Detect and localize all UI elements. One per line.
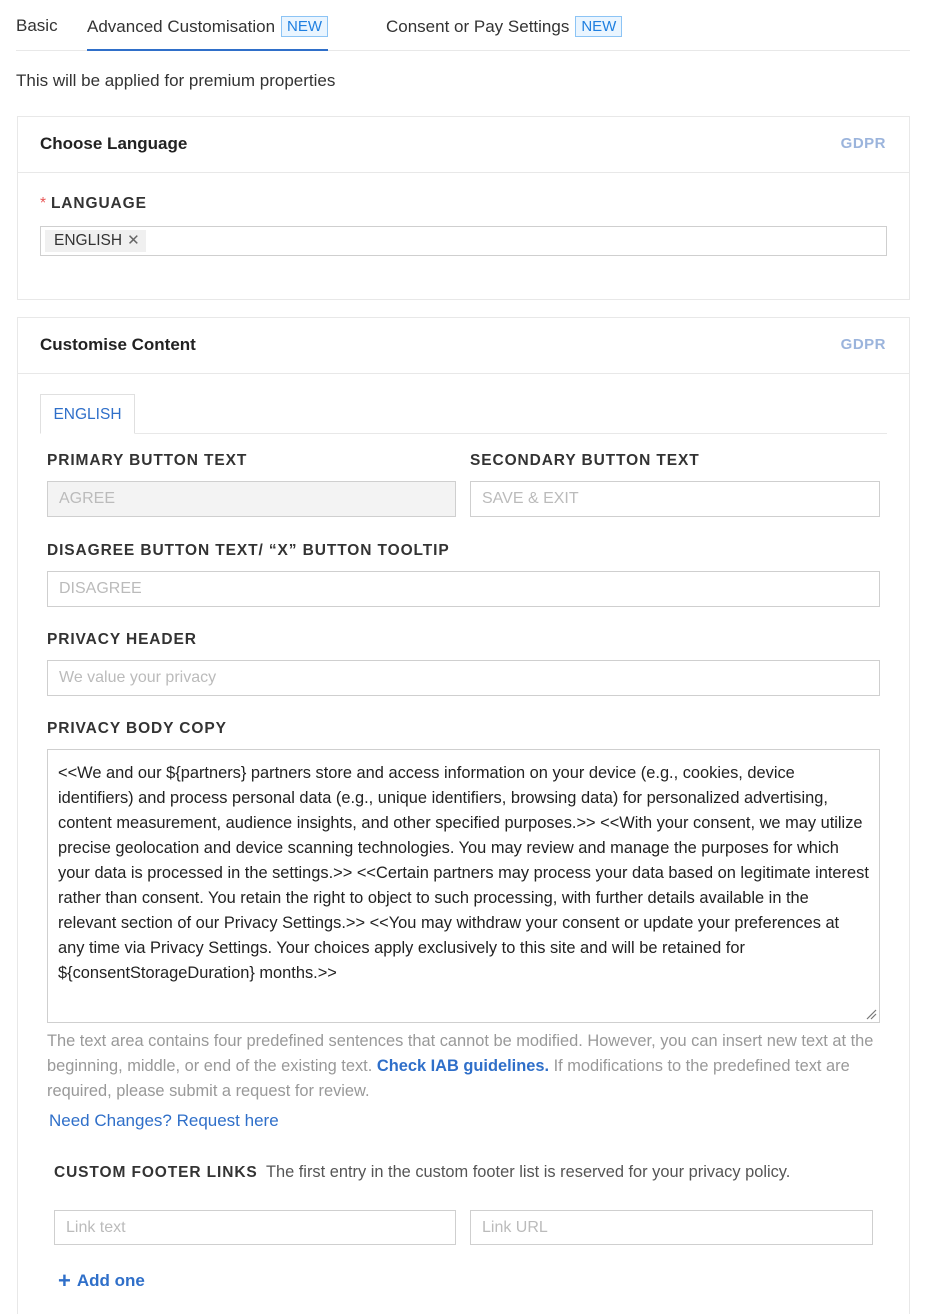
new-badge: NEW bbox=[575, 16, 622, 37]
footer-links-note: The first entry in the custom footer list is reserved for your privacy policy. bbox=[265, 1163, 791, 1181]
secondary-button-label: SECONDARY BUTTON TEXT bbox=[470, 452, 700, 469]
tab-english[interactable]: ENGLISH bbox=[40, 394, 135, 434]
help-text bbox=[47, 1029, 887, 1104]
primary-button-label: PRIMARY BUTTON TEXT bbox=[47, 452, 248, 469]
tab-advanced-label: Advanced Customisation bbox=[87, 17, 276, 36]
privacy-header-input[interactable]: We value your privacy bbox=[47, 660, 880, 696]
language-label-text: LANGUAGE bbox=[50, 195, 147, 212]
custom-footer-links-label bbox=[54, 1160, 854, 1185]
resize-handle-icon[interactable] bbox=[865, 1008, 877, 1020]
privacy-body-text: <<We and our ${partners} partners store and access information on your device (e.g., cookies, device identifiers) and process personal data (e.g., unique identifiers, browsing data) for personalized advertising, content measurement, audience insights, and other specified purposes.>> <<With your consent, we may utilize precise geolocation and device scanning technologies. You may review and manage the purposes for which your data is processed in the settings.>> <<Certain partners may process your data based on legitimate interest rather than consent. You retain the right to object to such processing, with further details available in the relevant section of our Privacy Settings.>> <<You may withdraw your consent or update your preferences at any time via Privacy Settings. Your choices apply exclusively to this site and will be retained for ${consentStorageDuration} months.>> bbox=[58, 764, 869, 982]
add-one-label: Add one bbox=[76, 1271, 145, 1290]
add-one-button[interactable] bbox=[58, 1268, 145, 1294]
new-badge: NEW bbox=[281, 16, 328, 37]
primary-button-input[interactable]: AGREE bbox=[47, 481, 456, 517]
footer-links-heading: CUSTOM FOOTER LINKS bbox=[54, 1164, 258, 1181]
language-tabs bbox=[40, 394, 887, 434]
language-select[interactable] bbox=[40, 226, 887, 256]
disagree-button-input[interactable]: DISAGREE bbox=[47, 571, 880, 607]
settings-tabs bbox=[16, 0, 910, 51]
tab-basic[interactable] bbox=[16, 16, 58, 51]
tab-basic-label: Basic bbox=[16, 16, 58, 35]
iab-guidelines-link[interactable]: Check IAB guidelines. bbox=[376, 1057, 550, 1075]
card-title: Choose Language bbox=[40, 134, 188, 153]
help-text-1: The text area contains four predefined sentences that cannot be modified. However, you can insert new text at the beginning, middle, or end of the existing text. bbox=[47, 1032, 874, 1075]
language-label bbox=[40, 195, 147, 213]
privacy-body-textarea[interactable] bbox=[47, 749, 880, 1023]
privacy-header-label: PRIVACY HEADER bbox=[47, 631, 197, 648]
required-mark: * bbox=[40, 195, 47, 212]
customise-content-card bbox=[17, 317, 910, 1314]
card-title: Customise Content bbox=[40, 335, 196, 354]
gdpr-tag: GDPR bbox=[840, 135, 886, 152]
page-subtitle: This will be applied for premium properties bbox=[16, 71, 336, 90]
link-url-input[interactable]: Link URL bbox=[470, 1210, 873, 1245]
tab-consent-or-pay[interactable] bbox=[386, 16, 622, 51]
chip-label: ENGLISH bbox=[54, 232, 123, 249]
close-icon[interactable]: ✕ bbox=[127, 232, 140, 249]
language-chip bbox=[45, 230, 146, 252]
choose-language-card bbox=[17, 116, 910, 300]
gdpr-tag: GDPR bbox=[840, 336, 886, 353]
link-text-input[interactable]: Link text bbox=[54, 1210, 456, 1245]
disagree-button-label: DISAGREE BUTTON TEXT/ “X” BUTTON TOOLTIP bbox=[47, 542, 450, 559]
tab-consent-label: Consent or Pay Settings bbox=[386, 17, 570, 36]
privacy-body-label: PRIVACY BODY COPY bbox=[47, 720, 227, 737]
request-changes-link[interactable]: Need Changes? Request here bbox=[49, 1111, 279, 1130]
help-text-2: If modifications to the predefined text are required, please submit a request for review. bbox=[47, 1057, 850, 1100]
card-header bbox=[18, 117, 909, 173]
card-header bbox=[18, 318, 909, 374]
secondary-button-input[interactable]: SAVE & EXIT bbox=[470, 481, 880, 517]
plus-icon: + bbox=[58, 1268, 71, 1293]
tab-advanced-customisation[interactable] bbox=[87, 16, 328, 51]
